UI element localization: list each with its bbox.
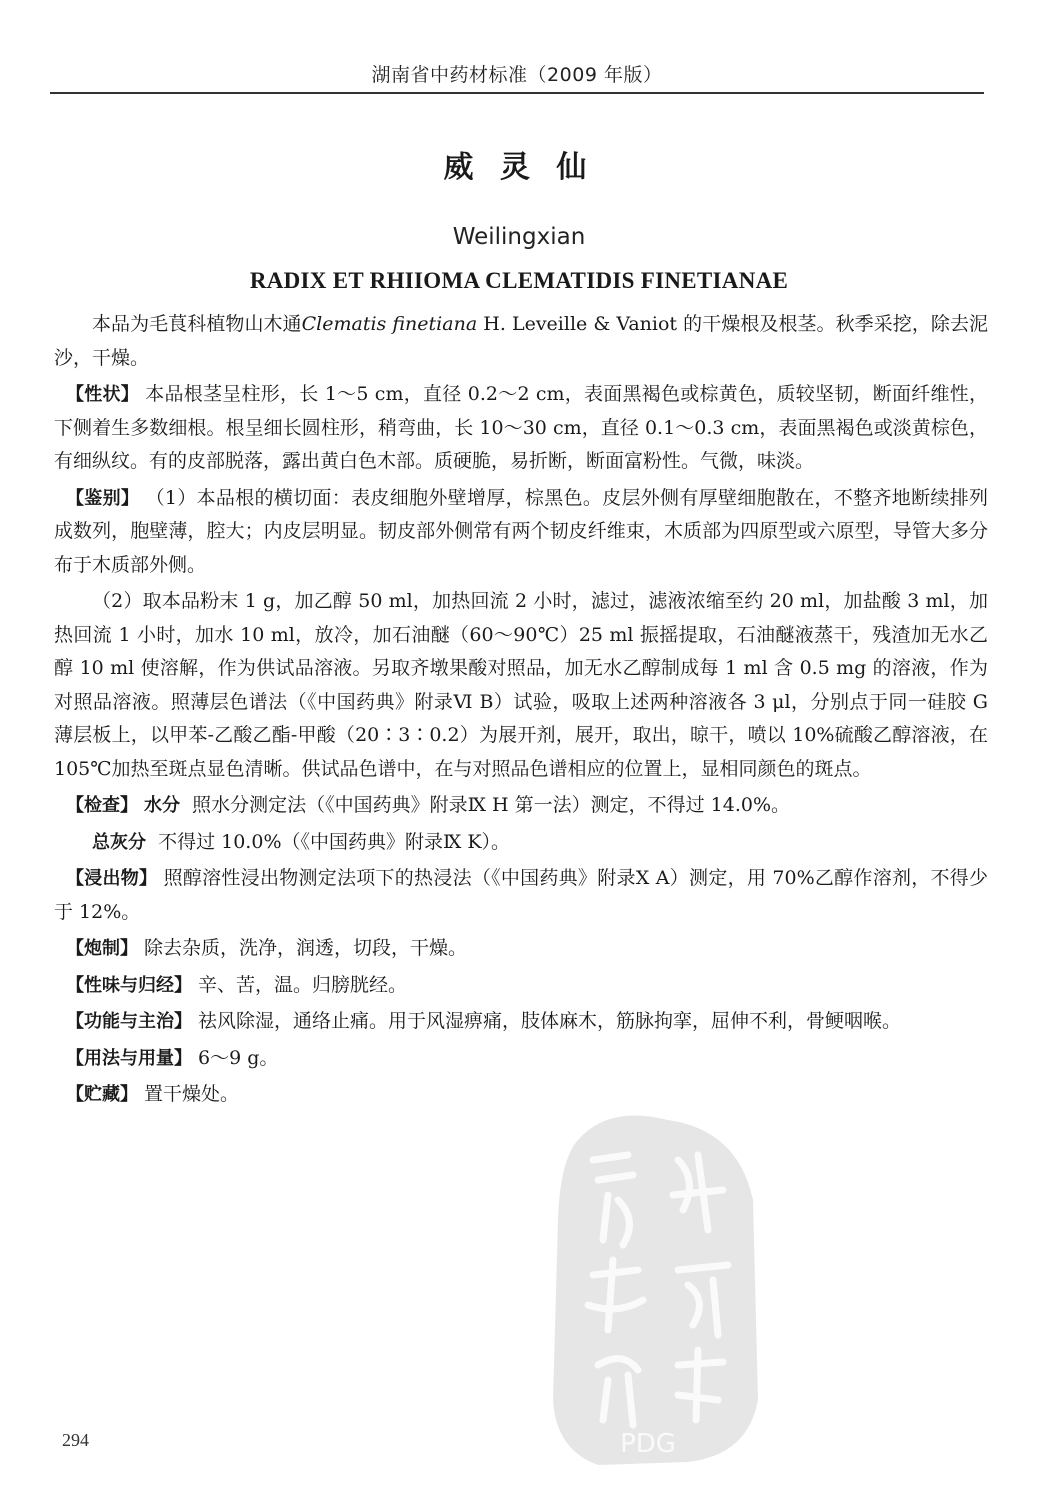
seal-pdg-text: PDG xyxy=(620,1429,676,1459)
section-xingwei xyxy=(54,969,988,1003)
section-label: 【浸出物】 xyxy=(66,868,158,889)
section-xingzhuang xyxy=(54,378,988,479)
subsection-label: 总灰分 xyxy=(92,831,146,853)
section-text: 6～9 g。 xyxy=(198,1046,279,1069)
monograph-pinyin: Weilingxian xyxy=(452,224,586,250)
section-jianbie-2 xyxy=(54,585,988,786)
section-label: 【性味与归经】 xyxy=(66,974,192,996)
section-jianbie xyxy=(54,482,988,583)
monograph-title: 威 灵 仙 xyxy=(443,150,595,185)
header-rule xyxy=(50,92,984,94)
monograph-body xyxy=(54,308,988,1112)
page-number: 294 xyxy=(62,1430,89,1450)
section-paozhi xyxy=(54,932,988,966)
running-header: 湖南省中药材标准（2009 年版） xyxy=(371,64,663,86)
section-label: 【功能与主治】 xyxy=(66,1011,192,1032)
section-text: 祛风除湿，通络止痛。用于风湿痹痛，肢体麻木，筋脉拘挛，屈伸不利，骨鲠咽喉。 xyxy=(198,1010,902,1032)
species-name: Clematis finetiana xyxy=(301,313,478,335)
section-gongneng xyxy=(54,1005,988,1039)
intro-paragraph xyxy=(54,308,988,375)
section-text: 辛、苦，温。归膀胱经。 xyxy=(198,973,408,996)
intro-text: 本品为毛茛科植物山木通 xyxy=(92,313,302,335)
section-zonghuifen xyxy=(54,826,988,860)
section-text: 不得过 10.0%（《中国药典》附录Ⅸ K）。 xyxy=(158,830,511,853)
pdg-seal-watermark xyxy=(548,1100,762,1470)
section-text: 除去杂质，洗净，润透，切段，干燥。 xyxy=(144,937,468,959)
section-label: 【贮藏】 xyxy=(66,1084,138,1105)
section-text: 照水分测定法（《中国药典》附录Ⅸ H 第一法）测定，不得过 14.0%。 xyxy=(192,794,791,816)
section-jinchuwu xyxy=(54,862,988,929)
intro-text-2: H. Leveille & Vaniot 的干燥根及根茎。秋季采挖，除去泥沙，干燥。 xyxy=(54,313,988,369)
section-jiancha xyxy=(54,789,988,823)
section-label: 【用法与用量】 xyxy=(66,1047,192,1069)
seal-stone-shape xyxy=(553,1116,758,1466)
section-label: 【检查】 xyxy=(66,795,138,816)
section-text: 本品根茎呈柱形，长 1～5 cm，直径 0.2～2 cm，表面黑褐色或棕黄色，质较坚韧，断面纤维性，下侧着生多数细根。根呈细长圆柱形，稍弯曲，长 10～30 cm，直径 0.1～0.3 cm，表面黑褐色或淡黄棕色，有细纵纹。有的皮部脱落，露出黄白色木部。质硬脆，易折断，断面富粉性。气微，味淡。 xyxy=(54,383,988,472)
section-text: （1）本品根的横切面：表皮细胞外壁增厚，棕黑色。皮层外侧有厚壁细胞散在，不整齐地断续排列成数列，胞壁薄，腔大；内皮层明显。韧皮部外侧常有两个韧皮纤维束，木质部为四原型或六原型，导管大多分布于木质部外侧。 xyxy=(54,486,989,576)
section-yongfa xyxy=(54,1042,988,1076)
section-text: 置干燥处。 xyxy=(144,1083,240,1105)
section-label: 【鉴别】 xyxy=(66,487,140,509)
section-label: 【炮制】 xyxy=(66,938,138,959)
subsection-label: 水分 xyxy=(144,795,181,816)
monograph-latin-name: RADIX ET RHIIOMA CLEMATIDIS FINETIANAE xyxy=(249,268,789,293)
section-label: 【性状】 xyxy=(66,384,139,405)
section-zhucang xyxy=(54,1078,988,1112)
section-text: （2）取本品粉末 1 g，加乙醇 50 ml，加热回流 2 小时，滤过，滤液浓缩至约 20 ml，加盐酸 3 ml，加热回流 1 小时，加水 10 ml，放冷，加石油醚（60～90℃）25 ml 振摇提取，石油醚液蒸干，残渣加无水乙醇 10 ml 使溶解，作为供试品溶液。另取齐墩果酸对照品，加无水乙醇制成每 1 ml 含 0.5 mg 的溶液，作为对照品溶液。照薄层色谱法（《中国药典》附录Ⅵ B）试验，吸取上述两种溶液各 3 μl，分别点于同一硅胶 G 薄层板上，以甲苯-乙酸乙酯-甲酸（20∶3∶0.2）为展开剂，展开，取出，晾干，喷以 10%硫酸乙醇溶液，在 105℃加热至斑点显色清晰。供试品色谱中，在与对照品色谱相应的位置上，显相同颜色的斑点。 xyxy=(54,590,988,780)
section-text: 照醇溶性浸出物测定法项下的热浸法（《中国药典》附录Ⅹ A）测定，用 70%乙醇作溶剂，不得少于 12%。 xyxy=(54,867,989,923)
